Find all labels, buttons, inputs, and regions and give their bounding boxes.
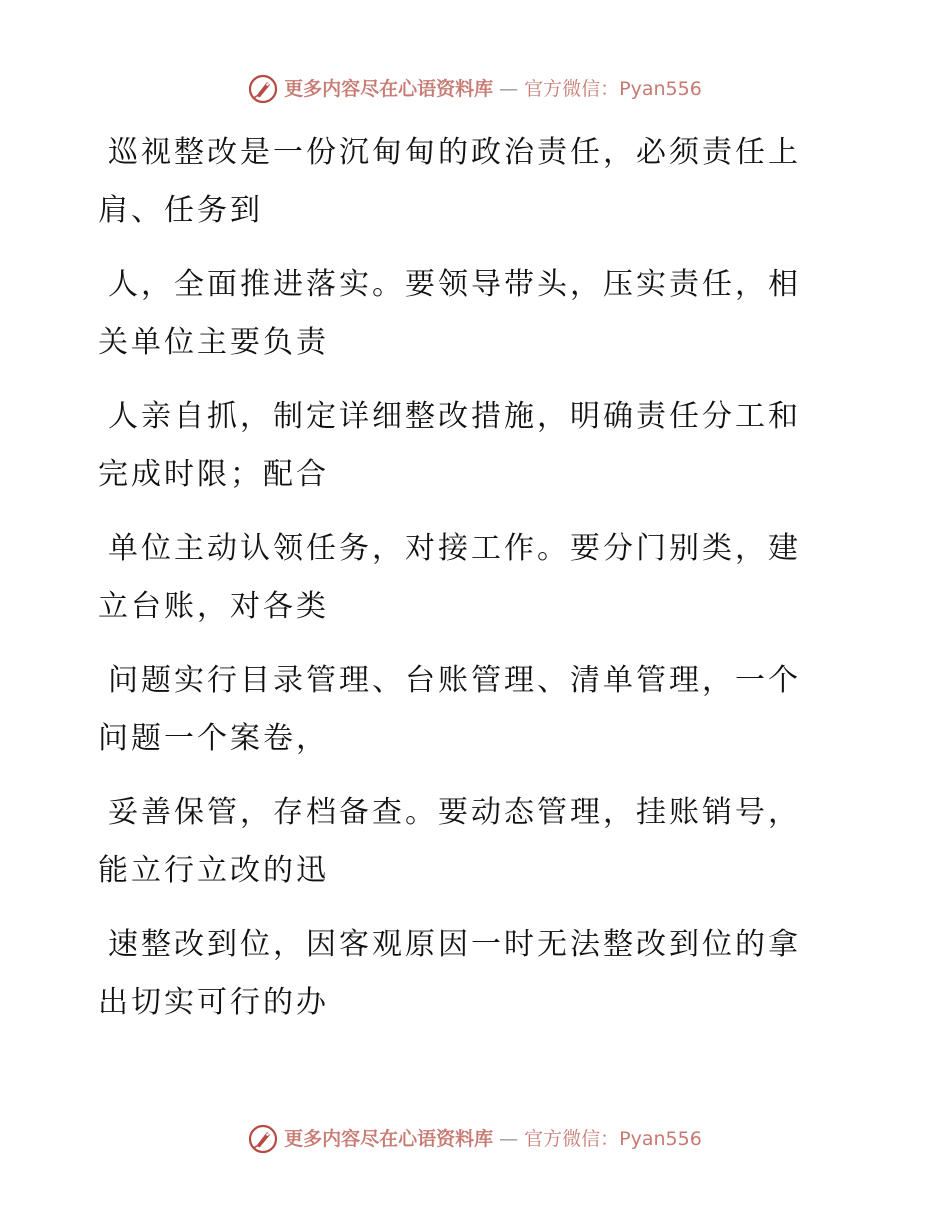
paragraph (98, 652, 838, 768)
paragraph-line: 问题实行目录管理、台账管理、清单管理，一个 (108, 663, 801, 698)
paragraph-line: 单位主动认领任务，对接工作。要分门别类，建 (108, 531, 801, 566)
paragraph-line: 肩、任务到 (98, 193, 263, 228)
paragraph-line: 人，全面推进落实。要领导带头，压实责任，相 (108, 267, 801, 302)
watermark-separator: — (499, 1128, 519, 1150)
paragraph-line: 关单位主要负责 (98, 325, 329, 360)
paragraph-line: 完成时限；配合 (98, 457, 329, 492)
pen-nib-logo-icon (248, 74, 278, 104)
paragraph-line: 能立行立改的迅 (98, 853, 329, 888)
paragraph-line: 人亲自抓，制定详细整改措施，明确责任分工和 (108, 399, 801, 434)
paragraph-line: 妥善保管，存档备查。要动态管理，挂账销号， (108, 795, 801, 830)
paragraph (98, 916, 838, 1032)
paragraph (98, 256, 838, 372)
watermark-main-text: 更多内容尽在心语资料库 (284, 78, 494, 100)
paragraph-line: 巡视整改是一份沉甸甸的政治责任，必须责任上 (108, 135, 801, 170)
paragraph (98, 784, 838, 900)
footer-watermark (0, 1124, 950, 1154)
watermark-separator: — (499, 78, 519, 100)
paragraph (98, 388, 838, 504)
watermark-wechat-text: 官方微信：Pyan556 (524, 1128, 702, 1150)
paragraph-line: 出切实可行的办 (98, 985, 329, 1020)
watermark-main-text: 更多内容尽在心语资料库 (284, 1128, 494, 1150)
pen-nib-logo-icon (248, 1124, 278, 1154)
paragraph (98, 520, 838, 636)
header-watermark (0, 74, 950, 104)
paragraph-line: 速整改到位，因客观原因一时无法整改到位的拿 (108, 927, 801, 962)
paragraph-line: 立台账，对各类 (98, 589, 329, 624)
watermark-wechat-text: 官方微信：Pyan556 (524, 78, 702, 100)
document-body (98, 124, 838, 1048)
paragraph (98, 124, 838, 240)
paragraph-line: 问题一个案卷， (98, 721, 329, 756)
